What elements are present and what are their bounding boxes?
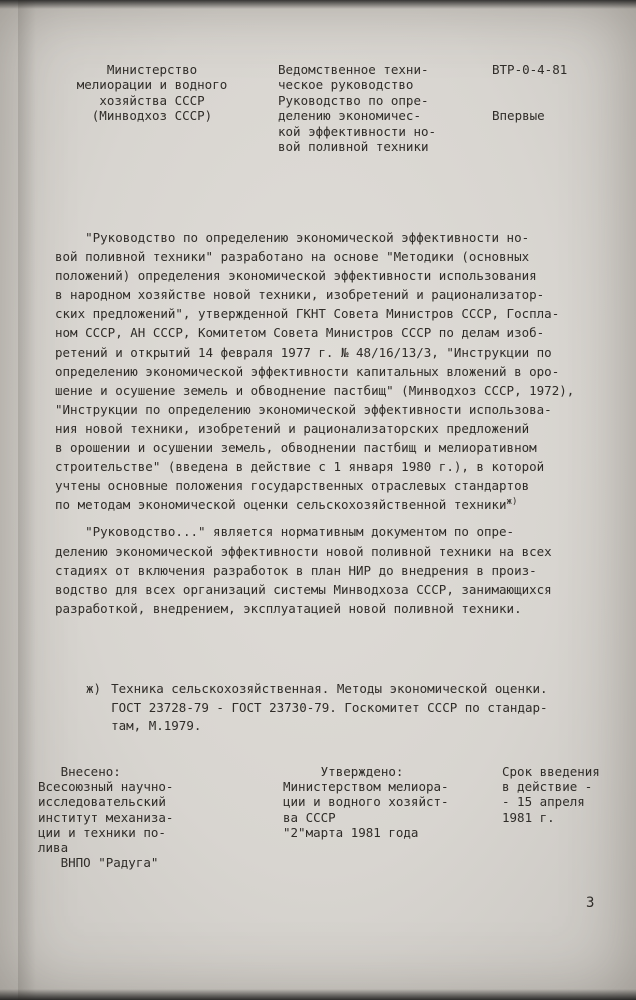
scan-edge-top: [0, 0, 636, 9]
footnote-reference-mark: ж): [506, 497, 518, 508]
paragraph-1: [55, 228, 595, 514]
scan-edge-left-shadow: [18, 0, 36, 1000]
footnote-text: Техника сельскохозяйственная. Методы экономической оценки. ГОСТ 23728-79 - ГОСТ 23730-79. Госкомитет СССР по стандар- там, М.1979.: [111, 681, 548, 734]
issuing-ministry: Министерство мелиорации и водного хозяйства СССР (Минводхоз СССР): [76, 62, 228, 124]
submitted-by-block: Внесено: Всесоюзный научно- исследовательский институт механиза- ции и техники по- лива ВНПО "Радуга": [38, 764, 174, 871]
scan-edge-bottom: [0, 989, 636, 1000]
footnote: [86, 680, 556, 736]
effective-date-block: Срок введения в действие - - 15 апреля 1981 г.: [502, 764, 600, 825]
document-type-title: Ведомственное техни- ческое руководство Руководство по опре- делению экономичес- кой эффективности но- вой поливной техники: [278, 62, 437, 155]
paragraph-1-text: "Руководство по определению экономической эффективности но- вой поливной техники" разработано на основе "Методики (основных положений) определения экономической эффективности использования в народном хозяйстве новой техники, изобретений и рационализатор- ских предложений", утвержденной ГКНТ Совета Министров СССР, Госпла- ном СССР, АН СССР, Комитетом Совета Министров СССР по делам изоб- ретений и открытий 14 февраля 1977 г. № 48/16/13/3, "Инструкции по определению экономической эффективности капитальных вложений в оро- шение и осушение земель и обводнение пастбищ" (Минводхоз СССР, 1972), "Инструкции по определению экономической эффективности использова- ния новой техники, изобретений и рационализаторских предложений в орошении и осушении земель, обводнении пастбищ и мелиоративном строительстве" (введена в действие с 1 января 1980 г.), в которой учтены основные положения государственных отраслевых стандартов по методам экономической оценки сельскохозяйственной техники: [55, 230, 575, 513]
footnote-marker: ж): [86, 681, 102, 696]
paragraph-2: "Руководство..." является нормативным документом по опре- делению экономической эффективности новой поливной техники на всех стадиях от включения разработок в план НИР до внедрения в произ- водство для всех организаций системы Минводхоза СССР, занимающихся разработкой, внедрением, эксплуатацией новой поливной техники.: [55, 524, 552, 616]
document-status: Впервые: [492, 108, 545, 124]
document-body: [55, 228, 595, 618]
page-number: 3: [586, 895, 595, 911]
approved-by-block: Утверждено: Министерством мелиора- ции и водного хозяйст- ва СССР "2"марта 1981 года: [283, 764, 449, 840]
document-code: ВТР-0-4-81: [492, 62, 568, 77]
document-code-column: [492, 62, 612, 124]
